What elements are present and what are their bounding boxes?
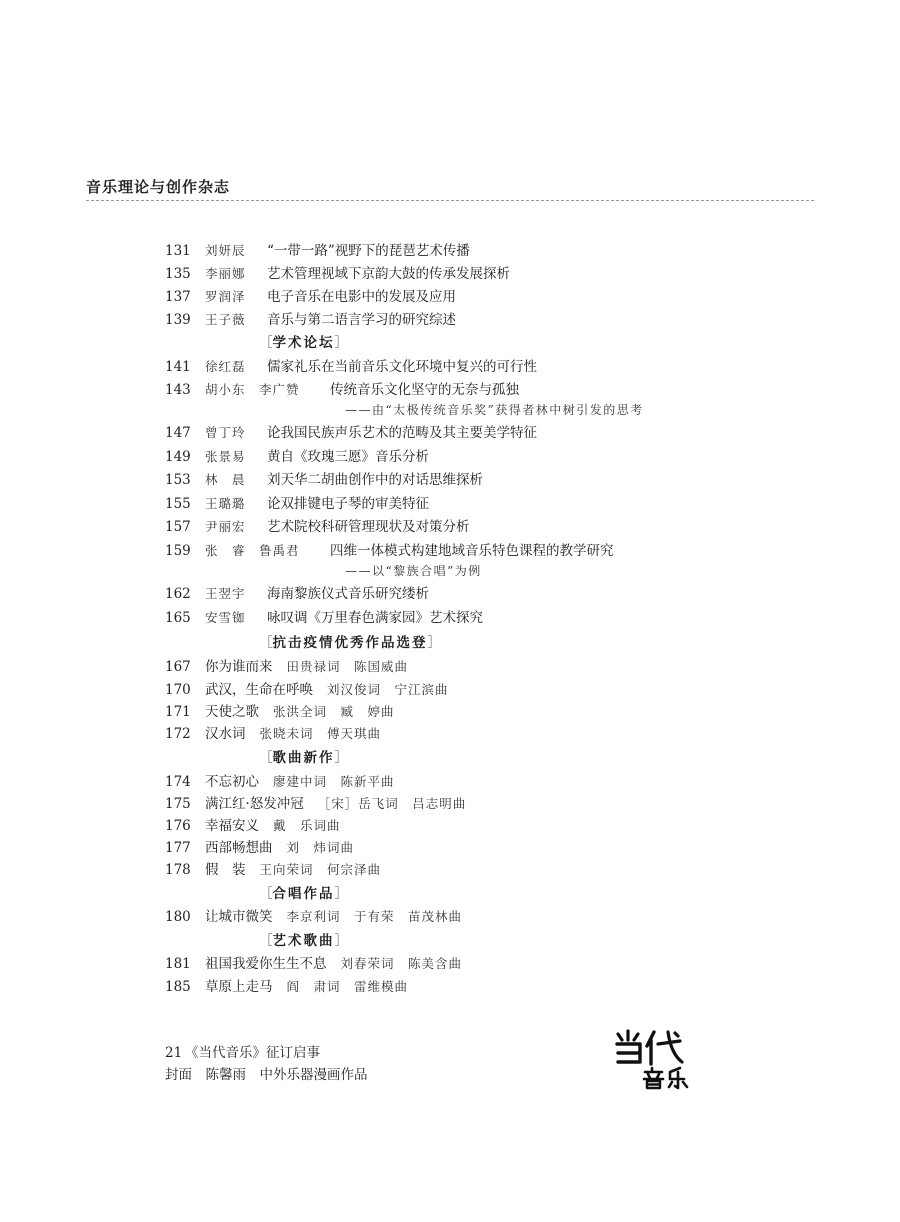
authors: 徐红磊: [205, 359, 246, 374]
notes: [165, 1042, 368, 1086]
authors: 王翌宇: [205, 586, 246, 601]
section-heading: ［艺术歌曲］: [259, 933, 348, 949]
song-title: 假 装: [205, 862, 246, 878]
article-title: 黄自《玫瑰三愿》音乐分析: [267, 449, 429, 465]
page-number: 131: [165, 243, 191, 259]
song-credit: 戴 乐词曲: [273, 818, 341, 833]
page-number: 185: [165, 979, 191, 995]
toc-entry[interactable]: [165, 815, 341, 837]
article-title: 传统音乐文化坚守的无奈与孤独: [330, 382, 519, 398]
song-credit: 田贵禄词 陈国威曲: [286, 659, 409, 674]
page-number: 181: [165, 956, 191, 972]
authors: 尹丽宏: [205, 519, 246, 534]
article-title: “一带一路”视野下的琵琶艺术传播: [267, 243, 470, 259]
page-number: 170: [165, 682, 191, 698]
journal-logo: [612, 1028, 702, 1090]
toc-entry[interactable]: [165, 240, 470, 262]
article-title: 咏叹调《万里春色满家园》艺术探究: [267, 610, 483, 626]
authors: 胡小东 李广赞: [205, 382, 300, 397]
page-number: 172: [165, 726, 191, 742]
page-number: 167: [165, 659, 191, 675]
song-credit: 张晓未词 傅天琪曲: [259, 726, 382, 741]
article-title: 论我国民族声乐艺术的范畴及其主要美学特征: [267, 425, 537, 441]
authors: 林 晨: [205, 472, 246, 487]
section-heading-label: 抗击疫情优秀作品选登: [272, 635, 428, 651]
song-title: 满江红·怒发冲冠: [205, 796, 304, 812]
toc-entry[interactable]: [165, 656, 408, 678]
song-title: 西部畅想曲: [205, 840, 273, 856]
page-number: 135: [165, 266, 191, 282]
section-heading-label: 学术论坛: [272, 335, 335, 351]
article-title: 刘天华二胡曲创作中的对话思维探析: [267, 472, 483, 488]
page-number: 178: [165, 862, 191, 878]
page-number: 165: [165, 610, 191, 626]
toc-entry[interactable]: [165, 422, 537, 444]
section-heading: ［学术论坛］: [259, 335, 348, 351]
authors: 张景易: [205, 449, 246, 464]
page-number: 180: [165, 909, 191, 925]
article-title: 音乐与第二语言学习的研究综述: [267, 312, 456, 328]
toc-entry[interactable]: [165, 793, 466, 815]
article-title: 艺术院校科研管理现状及对策分析: [267, 519, 470, 535]
song-credit: ［宋］岳飞词 吕志明曲: [317, 796, 467, 811]
toc-entry[interactable]: [165, 583, 429, 605]
song-title: 不忘初心: [205, 774, 259, 790]
toc-entry[interactable]: [165, 356, 537, 378]
toc-entry[interactable]: [165, 771, 395, 793]
toc-entry[interactable]: [165, 286, 456, 308]
article-title: 海南黎族仪式音乐研究缕析: [267, 586, 429, 602]
toc-entry[interactable]: [165, 723, 381, 745]
page-number: 162: [165, 586, 191, 602]
song-credit: 刘春荣词 陈美含曲: [340, 956, 463, 971]
article-title: 电子音乐在电影中的发展及应用: [267, 289, 456, 305]
song-credit: 王向荣词 何宗泽曲: [259, 862, 382, 877]
toc-entry[interactable]: [165, 493, 429, 515]
page-number: 153: [165, 472, 191, 488]
song-title: 让城市微笑: [205, 909, 273, 925]
page-number: 139: [165, 312, 191, 328]
journal-title: 音乐理论与创作杂志: [86, 178, 231, 196]
page-number: 175: [165, 796, 191, 812]
toc-entry[interactable]: [165, 679, 449, 701]
page-number: 147: [165, 425, 191, 441]
article-title: 儒家礼乐在当前音乐文化环境中复兴的可行性: [267, 359, 537, 375]
article-title: 四维一体模式构建地域音乐特色课程的教学研究: [330, 543, 614, 559]
header-divider: [86, 200, 814, 201]
toc-entry[interactable]: [165, 837, 354, 859]
article-title: 论双排键电子琴的审美特征: [267, 496, 429, 512]
song-credit: 阎 肃词 雷维模曲: [286, 979, 409, 994]
note-subscription[interactable]: [165, 1042, 368, 1064]
authors: 李丽娜: [205, 266, 246, 281]
song-title: 草原上走马: [205, 979, 273, 995]
song-title: 祖国我爱你生生不息: [205, 956, 327, 972]
section-heading: ［抗击疫情优秀作品选登］: [259, 635, 441, 651]
section-heading-label: 艺术歌曲: [272, 933, 335, 949]
song-title: 幸福安义: [205, 818, 259, 834]
article-subtitle: ——以“黎族合唱”为例: [345, 564, 482, 578]
section-heading: ［合唱作品］: [259, 886, 348, 902]
song-title: 武汉，生命在呼唤: [205, 682, 313, 698]
toc-entry[interactable]: [165, 540, 614, 562]
page-number: 177: [165, 840, 191, 856]
article-subtitle: ——由“太极传统音乐奖”获得者林中树引发的思考: [345, 403, 644, 417]
article-title: 艺术管理视域下京韵大鼓的传承发展探析: [267, 266, 510, 282]
song-title: 汉水词: [205, 726, 246, 742]
song-title: 天使之歌: [205, 704, 259, 720]
toc-entry[interactable]: [165, 607, 483, 629]
page-number: 176: [165, 818, 191, 834]
page-number: 137: [165, 289, 191, 305]
page-number: 143: [165, 382, 191, 398]
toc-entry[interactable]: [165, 469, 483, 491]
authors: 安雪铷: [205, 610, 246, 625]
section-heading-label: 歌曲新作: [272, 750, 335, 766]
authors: 罗润泽: [205, 289, 246, 304]
toc-entry[interactable]: [165, 976, 408, 998]
section-heading-label: 合唱作品: [272, 886, 335, 902]
note-text: 《当代音乐》征订启事: [185, 1045, 320, 1061]
song-title: 你为谁而来: [205, 659, 273, 675]
authors: 曾丁玲: [205, 425, 246, 440]
page-number: 159: [165, 543, 191, 559]
page-number: 157: [165, 519, 191, 535]
toc-entry[interactable]: [165, 906, 462, 928]
authors: 张 睿 鲁禹君: [205, 543, 300, 558]
section-heading: ［歌曲新作］: [259, 750, 348, 766]
toc-entry[interactable]: [165, 446, 429, 468]
toc-entry[interactable]: [165, 309, 456, 331]
toc-entry[interactable]: [165, 516, 470, 538]
page-number: 174: [165, 774, 191, 790]
note-cover: 封面 陈馨雨 中外乐器漫画作品: [165, 1067, 368, 1083]
toc-entry[interactable]: [165, 263, 510, 285]
song-credit: 张洪全词 臧 婷曲: [273, 704, 395, 719]
song-credit: 刘汉俊词 宁江滨曲: [327, 682, 449, 697]
authors: 王子薇: [205, 312, 246, 327]
page-number: 149: [165, 449, 191, 465]
page-number: 171: [165, 704, 191, 720]
song-credit: 刘 炜词曲: [286, 840, 355, 855]
toc-entry[interactable]: [165, 701, 395, 723]
toc-entry[interactable]: [165, 379, 519, 401]
toc-entry[interactable]: [165, 953, 462, 975]
page-number: 21: [165, 1045, 183, 1061]
page-number: 155: [165, 496, 191, 512]
authors: 刘妍辰: [205, 243, 246, 258]
authors: 王璐璐: [205, 496, 246, 511]
song-credit: 李京利词 于有荣 苗茂林曲: [286, 909, 463, 924]
toc-entry[interactable]: [165, 859, 381, 881]
song-credit: 廖建中词 陈新平曲: [273, 774, 395, 789]
page-number: 141: [165, 359, 191, 375]
